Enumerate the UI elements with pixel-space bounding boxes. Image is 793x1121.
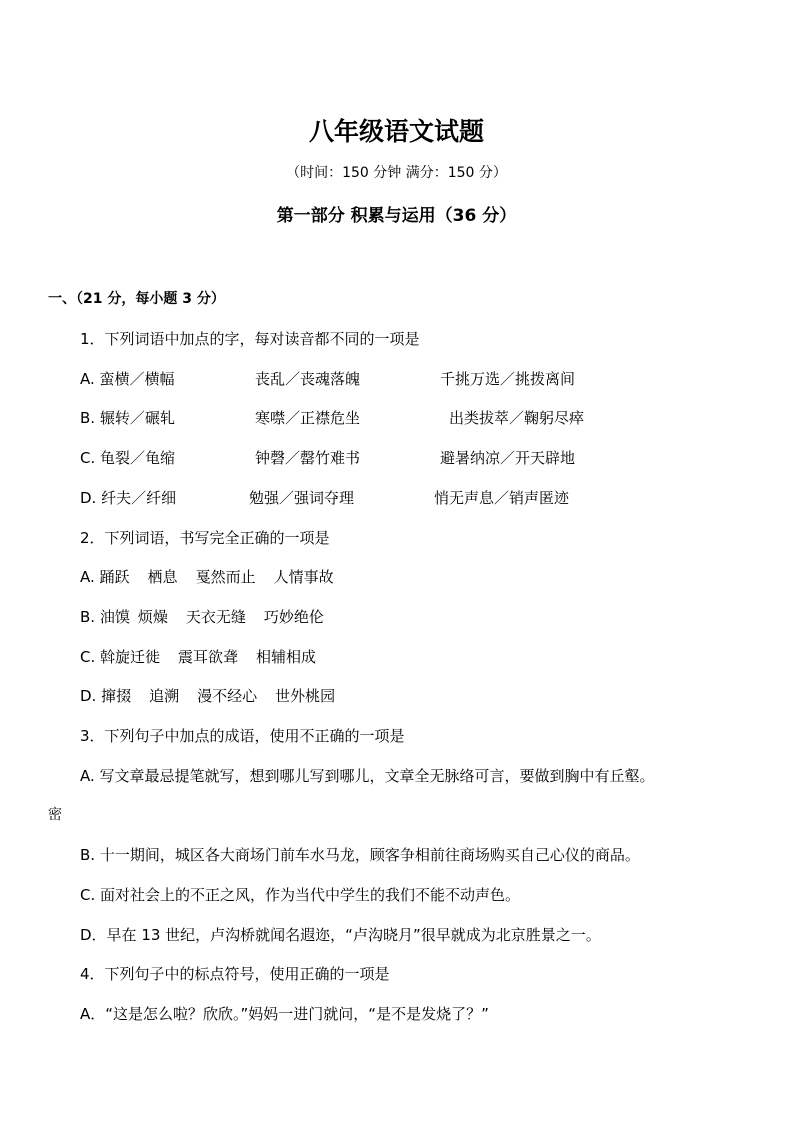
q1-option-d-col3: 悄无声息／销声匿迹	[434, 489, 570, 507]
q2-option-b	[80, 606, 342, 627]
q2-d-word-3: 漫不经心	[197, 687, 258, 705]
q2-option-a	[80, 566, 352, 587]
q2-c-word-2: 震耳欲聋	[178, 648, 239, 666]
q1-option-c-col3: 避暑纳凉／开天辟地	[440, 449, 576, 467]
q3-option-b: B. 十一期间，城区各大商场门前车水马龙，顾客争相前往商场购买自己心仪的商品。	[80, 846, 640, 864]
q2-c-word-3: 相辅相成	[256, 648, 317, 666]
q1-option-b-col3: 出类拔萃／鞠躬尽瘁	[449, 409, 585, 427]
q2-a-word-3: 戛然而止	[195, 568, 256, 586]
q2-c-word-1: C. 斡旋迁徙	[80, 648, 161, 666]
q2-option-d	[80, 685, 353, 706]
q1-option-a-col3: 千挑万选／挑拨离间	[440, 370, 576, 388]
q2-a-word-4: 人情事故	[273, 568, 334, 586]
q2-b-word-4: 巧妙绝伦	[263, 608, 324, 626]
exam-title: 八年级语文试题	[308, 117, 484, 146]
q1-option-b-col1: B. 辗转／碾轧	[80, 409, 175, 427]
question-3-stem: 3．下列句子中加点的成语，使用不正确的一项是	[80, 727, 405, 745]
q1-option-c-col1: C. 龟裂／龟缩	[80, 449, 176, 467]
q1-option-a-col1: A. 蛮横／横幅	[80, 370, 175, 388]
q2-b-word-1: B. 油馍	[80, 608, 130, 626]
q3-option-d: D．早在 13 世纪，卢沟桥就闻名遐迩，“卢沟晓月”很早就成为北京胜景之一。	[80, 926, 601, 944]
q2-d-word-1: D. 撺掇	[80, 687, 132, 705]
q2-d-word-4: 世外桃园	[275, 687, 336, 705]
q2-a-word-1: A. 踊跃	[80, 568, 130, 586]
q1-option-d-col1: D. 纤夫／纤细	[80, 489, 177, 507]
q2-b-word-3: 天衣无缝	[185, 608, 246, 626]
question-2-stem: 2．下列词语，书写完全正确的一项是	[80, 529, 330, 547]
question-1-stem: 1．下列词语中加点的字，每对读音都不同的一项是	[80, 330, 420, 348]
exam-time-info: （时间：150 分钟 满分：150 分）	[286, 165, 507, 181]
q2-a-word-2: 栖息	[147, 568, 178, 586]
q2-b-word-2: 烦燥	[137, 608, 168, 626]
part-heading: 第一部分 积累与运用（36 分）	[276, 206, 517, 226]
q1-option-b-col2: 寒噤／正襟危坐	[255, 409, 361, 427]
seal-mark: 密	[48, 807, 62, 823]
q4-option-a: A．“这是怎么啦？欣欣。”妈妈一进门就问，“是不是发烧了？”	[80, 1005, 489, 1023]
section-heading: 一、（21 分，每小题 3 分）	[48, 291, 225, 307]
q2-option-c	[80, 646, 334, 667]
q3-option-c: C. 面对社会上的不正之风，作为当代中学生的我们不能不动声色。	[80, 886, 521, 904]
question-4-stem: 4．下列句子中的标点符号，使用正确的一项是	[80, 965, 390, 983]
q2-d-word-2: 追溯	[149, 687, 180, 705]
q1-option-d-col2: 勉强／强词夺理	[249, 489, 355, 507]
q1-option-c-col2: 钟磬／罄竹难书	[255, 449, 361, 467]
q3-option-a: A. 写文章最忌提笔就写，想到哪儿写到哪儿，文章全无脉络可言，要做到胸中有丘壑。	[80, 767, 655, 785]
q1-option-a-col2: 丧乱／丧魂落魄	[255, 370, 361, 388]
